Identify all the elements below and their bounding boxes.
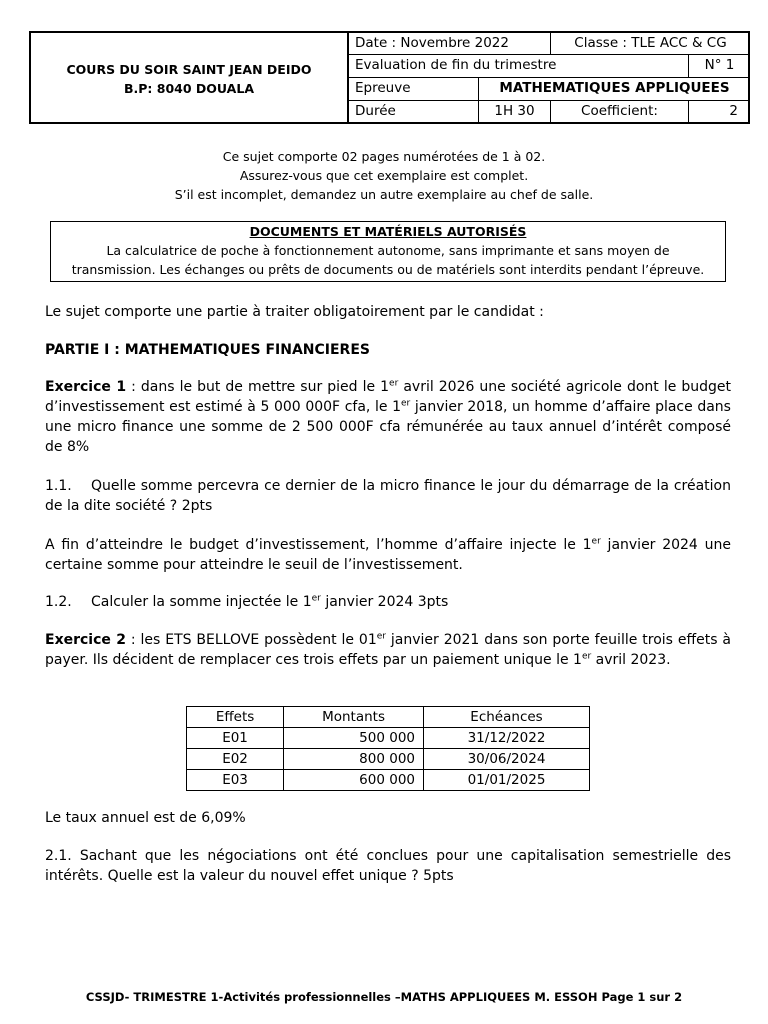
afin-paragraph bbox=[45, 535, 731, 575]
exercise-1-text-c: janvier 2018, un homme d’affaire place dans une micro finance une somme de 2 500 000F cfa rémunérée au taux annuel d’intérêt composé de 8% bbox=[45, 399, 731, 455]
header-duree-value: 1H 30 bbox=[479, 101, 551, 122]
question-1-2-text-b: janvier 2024 3pts bbox=[320, 594, 449, 610]
header-duree-label: Durée bbox=[349, 101, 479, 122]
table-row bbox=[187, 770, 590, 791]
question-2-1: 2.1. Sachant que les négociations ont été conclues pour une capitalisation semestrielle des intérêts. Quelle est la valeur du nouvel effet unique ? 5pts bbox=[45, 848, 731, 884]
table-cell-effet: E01 bbox=[187, 728, 284, 749]
table-row bbox=[187, 728, 590, 749]
question-1-1-text: Quelle somme percevra ce dernier de la micro finance le jour du démarrage de la création de la dite société ? 2pts bbox=[45, 478, 731, 514]
sup-er: er bbox=[581, 651, 592, 662]
exercise-2-text-b: janvier 2021 dans son porte feuille trois effets à payer. Ils décident de remplacer ces trois effets par un paiement unique le 1 bbox=[45, 632, 731, 668]
header-evaluation: Evaluation de fin du trimestre bbox=[349, 55, 689, 78]
table-header-montants: Montants bbox=[284, 707, 424, 728]
subject-intro: Le sujet comporte une partie à traiter obligatoirement par le candidat : bbox=[45, 304, 544, 320]
sup-er: er bbox=[389, 378, 399, 389]
header-classe: Classe : TLE ACC & CG bbox=[551, 33, 750, 55]
exercise-1-text-a: : dans le but de mettre sur pied le 1 bbox=[126, 379, 390, 395]
exercise-2 bbox=[45, 630, 731, 670]
table-cell-effet: E03 bbox=[187, 770, 284, 791]
effets-table bbox=[186, 706, 590, 791]
exercise-1-text-b: avril 2026 une société agricole dont le budget d’investissement est estimé à 5 000 000F cfa, le 1 bbox=[45, 379, 731, 415]
school-name: COURS DU SOIR SAINT JEAN DEIDO bbox=[66, 62, 312, 77]
exercise-1-label: Exercice 1 bbox=[45, 379, 127, 395]
documents-title: DOCUMENTS ET MATÉRIELS AUTORISÉS bbox=[249, 224, 527, 239]
page-footer: CSSJD- TRIMESTRE 1-Activités professionnelles –MATHS APPLIQUEES M. ESSOH Page 1 sur 2 bbox=[85, 990, 683, 1004]
header-epreuve-value: MATHEMATIQUES APPLIQUEES bbox=[479, 78, 750, 101]
table-cell-echeance: 31/12/2022 bbox=[424, 728, 590, 749]
intro-line-1: Ce sujet comporte 02 pages numérotées de 1 à 02. bbox=[222, 149, 546, 164]
table-cell-montant: 500 000 bbox=[284, 728, 424, 749]
exercise-2-text-c: avril 2023. bbox=[591, 652, 671, 668]
table-cell-effet: E02 bbox=[187, 749, 284, 770]
question-1-1 bbox=[45, 476, 731, 516]
table-cell-echeance: 30/06/2024 bbox=[424, 749, 590, 770]
intro-line-2: Assurez-vous que cet exemplaire est complet. bbox=[239, 168, 529, 183]
table-cell-echeance: 01/01/2025 bbox=[424, 770, 590, 791]
exercise-1 bbox=[45, 377, 731, 457]
table-row bbox=[187, 749, 590, 770]
school-block bbox=[31, 33, 349, 122]
afin-text-b: janvier 2024 une certaine somme pour atteindre le seuil de l’investissement. bbox=[45, 537, 731, 573]
documents-line-2: transmission. Les échanges ou prêts de documents ou de matériels sont interdits pendant l’épreuve. bbox=[71, 262, 705, 277]
intro-line-3: S’il est incomplet, demandez un autre exemplaire au chef de salle. bbox=[174, 187, 594, 202]
question-1-2-number: 1.2. bbox=[45, 594, 72, 610]
question-1-1-number: 1.1. bbox=[45, 478, 72, 494]
header-number: N° 1 bbox=[689, 55, 750, 78]
table-header-echeances: Echéances bbox=[424, 707, 590, 728]
documents-line-1: La calculatrice de poche à fonctionnement autonome, sans imprimante et sans moyen de bbox=[106, 243, 670, 258]
question-1-2-text-a: Calculer la somme injectée le 1 bbox=[91, 594, 312, 610]
partie-title: PARTIE I : MATHEMATIQUES FINANCIERES bbox=[45, 342, 370, 358]
exercise-2-label: Exercice 2 bbox=[45, 632, 126, 648]
table-cell-montant: 800 000 bbox=[284, 749, 424, 770]
header-epreuve-label: Epreuve bbox=[349, 78, 479, 101]
taux-line: Le taux annuel est de 6,09% bbox=[45, 810, 246, 826]
table-cell-montant: 600 000 bbox=[284, 770, 424, 791]
sup-er: er bbox=[591, 536, 601, 547]
intro-block bbox=[0, 147, 768, 204]
sup-er: er bbox=[311, 593, 321, 604]
header-coefficient-value: 2 bbox=[729, 103, 738, 119]
sup-er: er bbox=[401, 398, 411, 409]
sup-er: er bbox=[376, 631, 386, 642]
header-coefficient-label: Coefficient: bbox=[551, 101, 689, 122]
exercise-2-text-a: : les ETS BELLOVE possèdent le 01 bbox=[125, 632, 377, 648]
header-date: Date : Novembre 2022 bbox=[349, 33, 551, 55]
table-header-row bbox=[187, 707, 590, 728]
header-box bbox=[29, 31, 750, 124]
school-address: B.P: 8040 DOUALA bbox=[123, 81, 254, 96]
afin-text-a: A fin d’atteindre le budget d’investissement, l’homme d’affaire injecte le 1 bbox=[45, 537, 592, 553]
question-1-2 bbox=[45, 592, 731, 612]
documents-box bbox=[50, 221, 726, 282]
table-header-effets: Effets bbox=[187, 707, 284, 728]
